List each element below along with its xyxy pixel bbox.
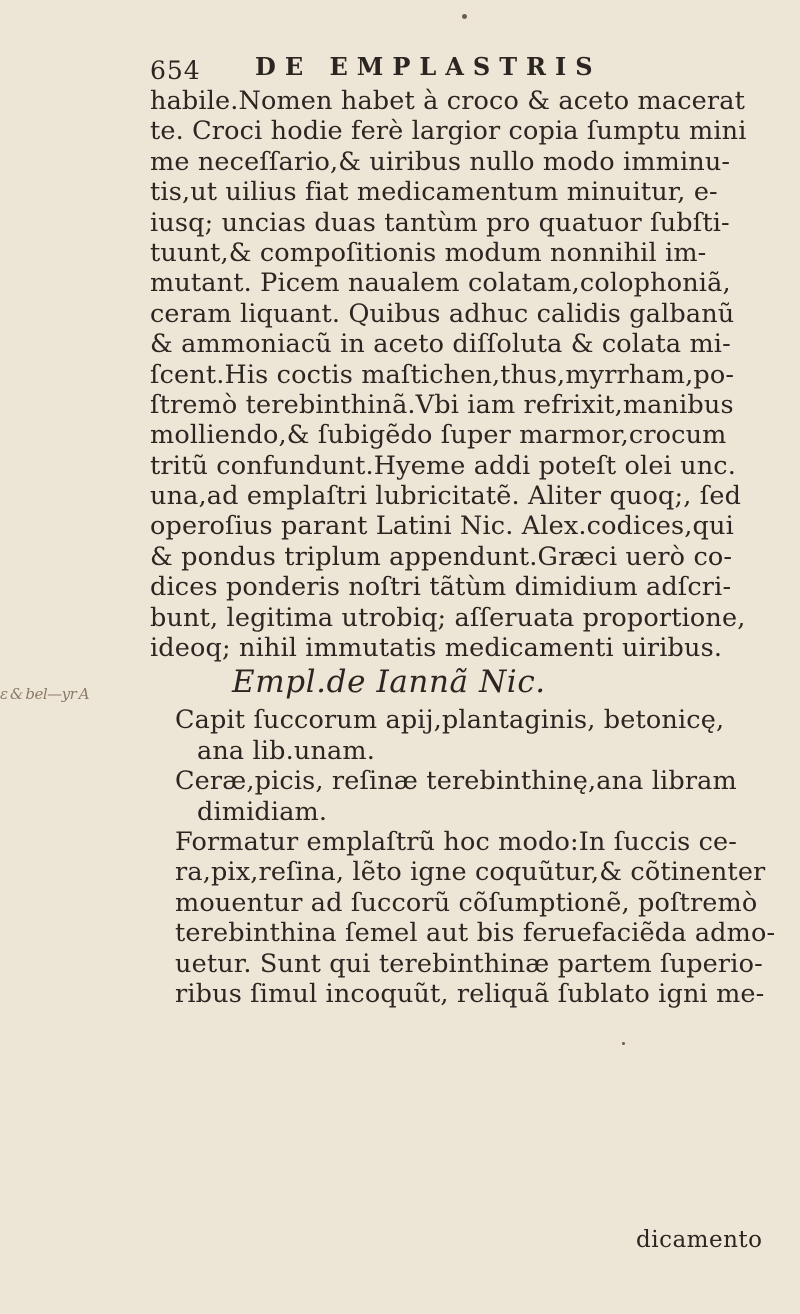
- recipe-line: mouentur ad ſuccorũ cõſumptionẽ, poſtremò: [175, 887, 758, 918]
- text-line: tis,ut uilius fiat medicamentum minuitur, e-: [150, 177, 718, 208]
- running-title: DE EMPLASTRIS: [255, 52, 602, 81]
- text-line: & pondus triplum appendunt.Græci uerò co-: [150, 541, 733, 572]
- text-line: iusq; uncias duas tantùm pro quatuor ſubſti-: [150, 207, 730, 238]
- section-heading: Empl.de Iannã Nic.: [232, 664, 546, 701]
- recipe-line: ribus ſimul incoquũt, reliquã ſublato igni me-: [175, 978, 765, 1009]
- paragraph: [150, 86, 775, 663]
- text-line: dices ponderis noſtri tãtùm dimidium adſcri-: [150, 572, 732, 603]
- recipe-text: [150, 705, 775, 1009]
- text-line: te. Croci hodie ferè largior copia ſumptu mini: [150, 116, 747, 147]
- recipe-line: terebinthina ſemel aut bis feruefaciẽda admo-: [175, 918, 776, 949]
- recipe-line: Formatur emplaſtrũ hoc modo:In ſuccis ce-: [175, 826, 738, 857]
- catchword: dicamento: [636, 1227, 763, 1253]
- recipe-line: ra,pix,reſina, lẽto igne coquũtur,& cõtinenter: [175, 857, 766, 888]
- text-line: una,ad emplaſtri lubricitatẽ. Aliter quoq;, ſed: [150, 481, 742, 512]
- text-line: ſcent.His coctis maſtichen,thus,myrrham,po-: [150, 359, 735, 390]
- text-line: molliendo,& ſubigẽdo ſuper marmor,crocum: [150, 420, 727, 451]
- handwritten-marginalia: ɛ & bel⁠—y⁠⁠r A: [0, 685, 90, 704]
- section-heading-row: [0, 664, 775, 705]
- text-line: habile.Nomen habet à croco & aceto macerat: [150, 86, 745, 116]
- text-line: bunt, legitima utrobiq; aſſeruata proportione,: [150, 602, 746, 633]
- text-line: ceram liquant. Quibus adhuc calidis galbanũ: [150, 298, 735, 329]
- recipe-line: Capit ſuccorum apij,plantaginis, betonicę,: [175, 705, 725, 736]
- text-line: mutant. Picem naualem colatam,colophoniã,: [150, 268, 731, 299]
- running-header: [150, 44, 670, 84]
- text-line: ſtremò terebinthinã.Vbi iam refrixit,manibus: [150, 389, 734, 420]
- recipe-line: uetur. Sunt qui terebinthinæ partem ſuperio-: [175, 948, 763, 979]
- recipe-line: ana lib.unam.: [197, 735, 375, 766]
- text-line: tritũ confundunt.Hyeme addi poteſt olei unc.: [150, 450, 736, 481]
- text-line: me neceſſario,& uiribus nullo modo imminu-: [150, 146, 731, 177]
- text-line: operoſius parant Latini Nic. Alex.codices,qui: [150, 511, 734, 542]
- text-line: & ammoniacũ in aceto diſſoluta & colata mi-: [150, 329, 731, 360]
- recipe-line: Ceræ,picis, reſinæ terebinthinę,ana libram: [175, 766, 737, 797]
- ink-speck: [622, 1042, 625, 1045]
- ink-speck: [462, 14, 467, 19]
- page-number: 654: [150, 56, 201, 85]
- recipe-line: dimidiam.: [197, 796, 328, 827]
- text-line: tuunt,& compoſitionis modum nonnihil im-: [150, 237, 707, 268]
- text-line: ideoq; nihil immutatis medicamenti uiribus.: [150, 633, 723, 664]
- body-text: [0, 86, 776, 1009]
